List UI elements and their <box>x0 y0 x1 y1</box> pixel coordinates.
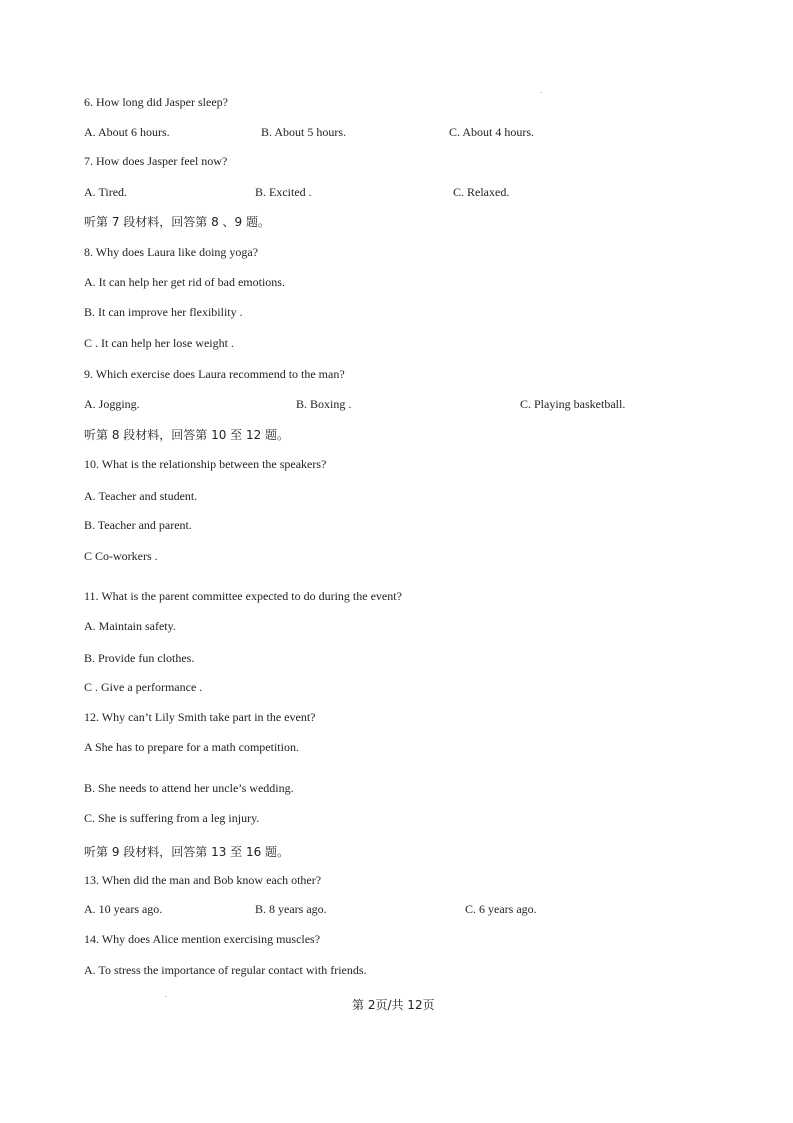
question-6-option-c: C. About 4 hours. <box>449 125 535 139</box>
question-8-option-a: A. It can help her get rid of bad emotions. <box>84 275 285 289</box>
question-9-option-b: B. Boxing . <box>296 397 352 411</box>
question-9-option-a: A. Jogging. <box>84 397 140 411</box>
scan-dot: . <box>165 990 167 999</box>
question-9-option-c: C. Playing basketball. <box>520 397 626 411</box>
section-8-heading: 听第 8 段材料，回答第 10 至 12 题。 <box>84 428 290 442</box>
question-10-option-b: B. Teacher and parent. <box>84 518 192 532</box>
question-7-stem: 7. How does Jasper feel now? <box>84 154 228 168</box>
question-10-stem: 10. What is the relationship between the speakers? <box>84 457 327 471</box>
question-14-stem: 14. Why does Alice mention exercising muscles? <box>84 932 321 946</box>
question-11-stem: 11. What is the parent committee expected to do during the event? <box>84 589 402 603</box>
question-11-option-c: C . Give a performance . <box>84 680 203 694</box>
question-12-option-a: A She has to prepare for a math competition. <box>84 740 299 754</box>
section-9-heading: 听第 9 段材料，回答第 13 至 16 题。 <box>84 845 290 859</box>
question-9-stem: 9. Which exercise does Laura recommend to the man? <box>84 367 345 381</box>
question-11-option-a: A. Maintain safety. <box>84 619 176 633</box>
scan-dot: . <box>540 86 542 95</box>
question-11-option-b: B. Provide fun clothes. <box>84 651 195 665</box>
question-7-option-b: B. Excited . <box>255 185 312 199</box>
question-14-option-a: A. To stress the importance of regular contact with friends. <box>84 963 367 977</box>
question-10-option-c: C Co-workers . <box>84 549 158 563</box>
question-8-stem: 8. Why does Laura like doing yoga? <box>84 245 259 259</box>
question-13-option-c: C. 6 years ago. <box>465 902 537 916</box>
question-13-option-a: A. 10 years ago. <box>84 902 163 916</box>
question-8-option-b: B. It can improve her flexibility . <box>84 305 243 319</box>
question-6-option-b: B. About 5 hours. <box>261 125 347 139</box>
question-13-stem: 13. When did the man and Bob know each other? <box>84 873 322 887</box>
question-8-option-c: C . It can help her lose weight . <box>84 336 234 350</box>
question-12-stem: 12. Why can’t Lily Smith take part in the event? <box>84 710 316 724</box>
question-13-option-b: B. 8 years ago. <box>255 902 327 916</box>
question-6-option-a: A. About 6 hours. <box>84 125 170 139</box>
question-7-option-a: A. Tired. <box>84 185 128 199</box>
question-12-option-b: B. She needs to attend her uncle’s wedding. <box>84 781 294 795</box>
page-footer: 第 2页/共 12页 <box>352 998 435 1012</box>
question-12-option-c: C. She is suffering from a leg injury. <box>84 811 260 825</box>
section-7-heading: 听第 7 段材料，回答第 8 、9 题。 <box>84 215 270 229</box>
question-10-option-a: A. Teacher and student. <box>84 489 198 503</box>
question-6-stem: 6. How long did Jasper sleep? <box>84 95 228 109</box>
question-7-option-c: C. Relaxed. <box>453 185 510 199</box>
